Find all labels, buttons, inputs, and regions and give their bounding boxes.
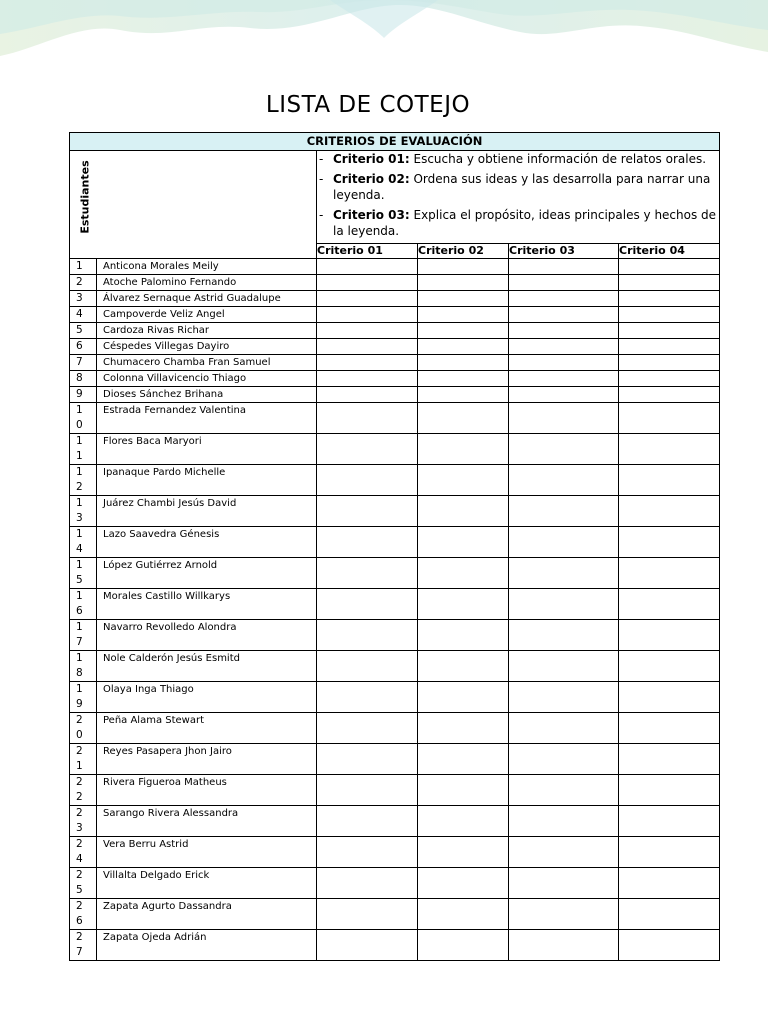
row-number: 2 7 [70, 929, 97, 960]
criterion-4-cell[interactable] [619, 258, 720, 274]
criterion-4-cell[interactable] [619, 805, 720, 836]
criterion-3-cell[interactable] [509, 290, 619, 306]
criterion-2-cell[interactable] [418, 495, 509, 526]
row-number: 9 [70, 386, 97, 402]
student-name: Zapata Ojeda Adrián [97, 929, 317, 960]
criterion-3-cell[interactable] [509, 386, 619, 402]
criterion-2-cell[interactable] [418, 588, 509, 619]
criterion-3-cell[interactable] [509, 402, 619, 433]
student-name: Estrada Fernandez Valentina [97, 402, 317, 433]
students-label: Estudiantes [78, 160, 92, 234]
table-header: CRITERIOS DE EVALUACIÓN [70, 133, 720, 151]
criterion-2-cell[interactable] [418, 743, 509, 774]
criterion-1-cell[interactable] [317, 650, 418, 681]
criterion-1-cell[interactable] [317, 370, 418, 386]
criterion-4-cell[interactable] [619, 898, 720, 929]
criterion-4-cell[interactable] [619, 464, 720, 495]
criterion-2-cell[interactable] [418, 526, 509, 557]
criterion-3-cell[interactable] [509, 464, 619, 495]
criterion-1-cell[interactable] [317, 338, 418, 354]
row-number: 1 7 [70, 619, 97, 650]
criterion-4-cell[interactable] [619, 402, 720, 433]
row-number: 7 [70, 354, 97, 370]
criterion-1-cell[interactable] [317, 402, 418, 433]
student-name: Reyes Pasapera Jhon Jairo [97, 743, 317, 774]
student-name: Campoverde Veliz Angel [97, 306, 317, 322]
criterion-2-cell[interactable] [418, 557, 509, 588]
student-name: Ipanaque Pardo Michelle [97, 464, 317, 495]
table-row [70, 464, 720, 495]
criterion-1-cell[interactable] [317, 274, 418, 290]
criterion-2-cell[interactable] [418, 274, 509, 290]
table-row [70, 402, 720, 433]
criterion-4-cell[interactable] [619, 557, 720, 588]
student-name: Peña Alama Stewart [97, 712, 317, 743]
row-number: 1 1 [70, 433, 97, 464]
criterion-4-cell[interactable] [619, 526, 720, 557]
table-row [70, 681, 720, 712]
row-number: 5 [70, 322, 97, 338]
row-number: 1 9 [70, 681, 97, 712]
criteria-descriptions [317, 151, 720, 244]
row-number: 4 [70, 306, 97, 322]
criterion-4-cell[interactable] [619, 588, 720, 619]
row-number: 2 [70, 274, 97, 290]
criterion-3-cell[interactable] [509, 526, 619, 557]
criterion-4-cell[interactable] [619, 290, 720, 306]
criterion-3-cell[interactable] [509, 867, 619, 898]
criterion-4-cell[interactable] [619, 743, 720, 774]
criterion-2-cell[interactable] [418, 290, 509, 306]
row-number: 1 [70, 258, 97, 274]
table-row [70, 650, 720, 681]
criterion-4-cell[interactable] [619, 274, 720, 290]
table-row [70, 386, 720, 402]
criterion-3-cell[interactable] [509, 338, 619, 354]
criterion-2-cell[interactable] [418, 712, 509, 743]
column-header-criterio-1: Criterio 01 [317, 243, 418, 258]
student-name: Juárez Chambi Jesús David [97, 495, 317, 526]
student-name: Navarro Revolledo Alondra [97, 619, 317, 650]
student-name: Cardoza Rivas Richar [97, 322, 317, 338]
table-row [70, 836, 720, 867]
criterion-2-cell[interactable] [418, 338, 509, 354]
criterion-3-cell[interactable] [509, 588, 619, 619]
criterion-3-cell[interactable] [509, 929, 619, 960]
student-name: Colonna Villavicencio Thiago [97, 370, 317, 386]
student-name: Álvarez Sernaque Astrid Guadalupe [97, 290, 317, 306]
criterion-4-cell[interactable] [619, 306, 720, 322]
criterion-1-cell[interactable] [317, 774, 418, 805]
criterion-1-cell[interactable] [317, 557, 418, 588]
criterion-3-cell[interactable] [509, 354, 619, 370]
row-number: 2 6 [70, 898, 97, 929]
criterion-4-cell[interactable] [619, 650, 720, 681]
row-number: 2 4 [70, 836, 97, 867]
criterion-2-cell[interactable] [418, 370, 509, 386]
row-number: 1 5 [70, 557, 97, 588]
criterion-2-cell[interactable] [418, 650, 509, 681]
student-name: Dioses Sánchez Brihana [97, 386, 317, 402]
student-name: Rivera Figueroa Matheus [97, 774, 317, 805]
table-row [70, 290, 720, 306]
table-row [70, 774, 720, 805]
row-number: 1 3 [70, 495, 97, 526]
criterion-1-cell[interactable] [317, 386, 418, 402]
criterion-1-cell[interactable] [317, 258, 418, 274]
criterion-2-cell[interactable] [418, 681, 509, 712]
criterion-4-cell[interactable] [619, 338, 720, 354]
criterion-3-cell[interactable] [509, 774, 619, 805]
row-number: 2 5 [70, 867, 97, 898]
criterion-3-cell[interactable] [509, 322, 619, 338]
row-number: 2 3 [70, 805, 97, 836]
table-row [70, 619, 720, 650]
row-number: 8 [70, 370, 97, 386]
row-number: 1 6 [70, 588, 97, 619]
criterion-4-cell[interactable] [619, 386, 720, 402]
criterion-3-cell[interactable] [509, 370, 619, 386]
criterion-1-cell[interactable] [317, 588, 418, 619]
criterion-3-cell[interactable] [509, 898, 619, 929]
table-row [70, 867, 720, 898]
criterion-3-cell[interactable] [509, 743, 619, 774]
criterion-2-cell[interactable] [418, 258, 509, 274]
criterion-text: Explica el propósito, ideas principales y hechos de la leyenda. [333, 207, 717, 238]
criterion-4-cell[interactable] [619, 354, 720, 370]
table-row [70, 338, 720, 354]
criterion-4-cell[interactable] [619, 774, 720, 805]
criterion-2-cell[interactable] [418, 774, 509, 805]
criterion-2-cell[interactable] [418, 929, 509, 960]
criterion-4-cell[interactable] [619, 681, 720, 712]
criterion-4-cell[interactable] [619, 495, 720, 526]
criterion-1-cell[interactable] [317, 898, 418, 929]
row-number: 2 1 [70, 743, 97, 774]
students-header-cell [70, 151, 317, 259]
criterion-description [317, 207, 719, 240]
row-number: 6 [70, 338, 97, 354]
criterion-2-cell[interactable] [418, 836, 509, 867]
criterion-3-cell[interactable] [509, 619, 619, 650]
student-name: Sarango Rivera Alessandra [97, 805, 317, 836]
criterion-2-cell[interactable] [418, 464, 509, 495]
criterion-1-cell[interactable] [317, 743, 418, 774]
student-name: Vera Berru Astrid [97, 836, 317, 867]
table-row [70, 898, 720, 929]
criterion-1-cell[interactable] [317, 805, 418, 836]
table-row [70, 354, 720, 370]
criterion-3-cell[interactable] [509, 433, 619, 464]
criterion-2-cell[interactable] [418, 619, 509, 650]
student-name: Chumacero Chamba Fran Samuel [97, 354, 317, 370]
criterion-description [317, 151, 719, 168]
criterion-3-cell[interactable] [509, 650, 619, 681]
criterion-label: Criterio 02: [333, 171, 410, 186]
table-row [70, 557, 720, 588]
page-title: LISTA DE COTEJO [265, 92, 471, 118]
table-row [70, 433, 720, 464]
criterion-2-cell[interactable] [418, 322, 509, 338]
criterion-4-cell[interactable] [619, 619, 720, 650]
criterion-1-cell[interactable] [317, 867, 418, 898]
criterion-2-cell[interactable] [418, 354, 509, 370]
criterion-4-cell[interactable] [619, 929, 720, 960]
table-row [70, 805, 720, 836]
table-row [70, 258, 720, 274]
criterion-3-cell[interactable] [509, 805, 619, 836]
criterion-4-cell[interactable] [619, 867, 720, 898]
criterion-4-cell[interactable] [619, 370, 720, 386]
criterion-1-cell[interactable] [317, 495, 418, 526]
criterion-4-cell[interactable] [619, 322, 720, 338]
criterion-2-cell[interactable] [418, 433, 509, 464]
student-name: Anticona Morales Meily [97, 258, 317, 274]
table-row [70, 929, 720, 960]
criterion-label: Criterio 03: [333, 207, 410, 222]
student-name: Lazo Saavedra Génesis [97, 526, 317, 557]
criterion-1-cell[interactable] [317, 681, 418, 712]
criterion-4-cell[interactable] [619, 433, 720, 464]
student-name: Flores Baca Maryori [97, 433, 317, 464]
student-name: Villalta Delgado Erick [97, 867, 317, 898]
criterion-2-cell[interactable] [418, 402, 509, 433]
student-name: Céspedes Villegas Dayiro [97, 338, 317, 354]
criterion-1-cell[interactable] [317, 619, 418, 650]
student-name: Morales Castillo Willkarys [97, 588, 317, 619]
row-number: 3 [70, 290, 97, 306]
column-header-criterio-2: Criterio 02 [418, 243, 509, 258]
table-row [70, 274, 720, 290]
criterion-1-cell[interactable] [317, 929, 418, 960]
criterion-3-cell[interactable] [509, 836, 619, 867]
criterion-text: Escucha y obtiene información de relatos orales. [409, 152, 707, 166]
criterion-3-cell[interactable] [509, 258, 619, 274]
table-row [70, 712, 720, 743]
student-name: Atoche Palomino Fernando [97, 274, 317, 290]
table-row [70, 370, 720, 386]
criterion-1-cell[interactable] [317, 712, 418, 743]
criterion-3-cell[interactable] [509, 681, 619, 712]
table-row [70, 495, 720, 526]
criterion-3-cell[interactable] [509, 306, 619, 322]
criterion-1-cell[interactable] [317, 464, 418, 495]
criterion-1-cell[interactable] [317, 836, 418, 867]
column-header-criterio-4: Criterio 04 [619, 243, 720, 258]
criterion-1-cell[interactable] [317, 290, 418, 306]
table-row [70, 306, 720, 322]
row-number: 1 4 [70, 526, 97, 557]
criterion-4-cell[interactable] [619, 836, 720, 867]
column-header-criterio-3: Criterio 03 [509, 243, 619, 258]
criterion-4-cell[interactable] [619, 712, 720, 743]
criterion-3-cell[interactable] [509, 495, 619, 526]
student-name: López Gutiérrez Arnold [97, 557, 317, 588]
table-row [70, 588, 720, 619]
criterion-3-cell[interactable] [509, 274, 619, 290]
criterion-text: Ordena sus ideas y las desarrolla para narrar una leyenda. [333, 171, 711, 202]
student-name: Zapata Agurto Dassandra [97, 898, 317, 929]
criterion-2-cell[interactable] [418, 386, 509, 402]
table-row [70, 526, 720, 557]
criterion-3-cell[interactable] [509, 557, 619, 588]
criterion-1-cell[interactable] [317, 526, 418, 557]
student-name: Nole Calderón Jesús Esmitd [97, 650, 317, 681]
criterion-2-cell[interactable] [418, 306, 509, 322]
criterion-2-cell[interactable] [418, 805, 509, 836]
criterion-label: Criterio 01: [333, 152, 410, 166]
row-number: 2 0 [70, 712, 97, 743]
criterion-2-cell[interactable] [418, 898, 509, 929]
student-name: Olaya Inga Thiago [97, 681, 317, 712]
row-number: 1 0 [70, 402, 97, 433]
row-number: 1 8 [70, 650, 97, 681]
criterion-1-cell[interactable] [317, 433, 418, 464]
criterion-description [317, 171, 719, 204]
row-number: 1 2 [70, 464, 97, 495]
criterion-1-cell[interactable] [317, 354, 418, 370]
criterion-3-cell[interactable] [509, 712, 619, 743]
checklist-table [69, 132, 720, 961]
header-wave-decoration [0, 0, 768, 70]
table-row [70, 743, 720, 774]
criterion-1-cell[interactable] [317, 322, 418, 338]
criterion-2-cell[interactable] [418, 867, 509, 898]
criterion-1-cell[interactable] [317, 306, 418, 322]
row-number: 2 2 [70, 774, 97, 805]
table-row [70, 322, 720, 338]
